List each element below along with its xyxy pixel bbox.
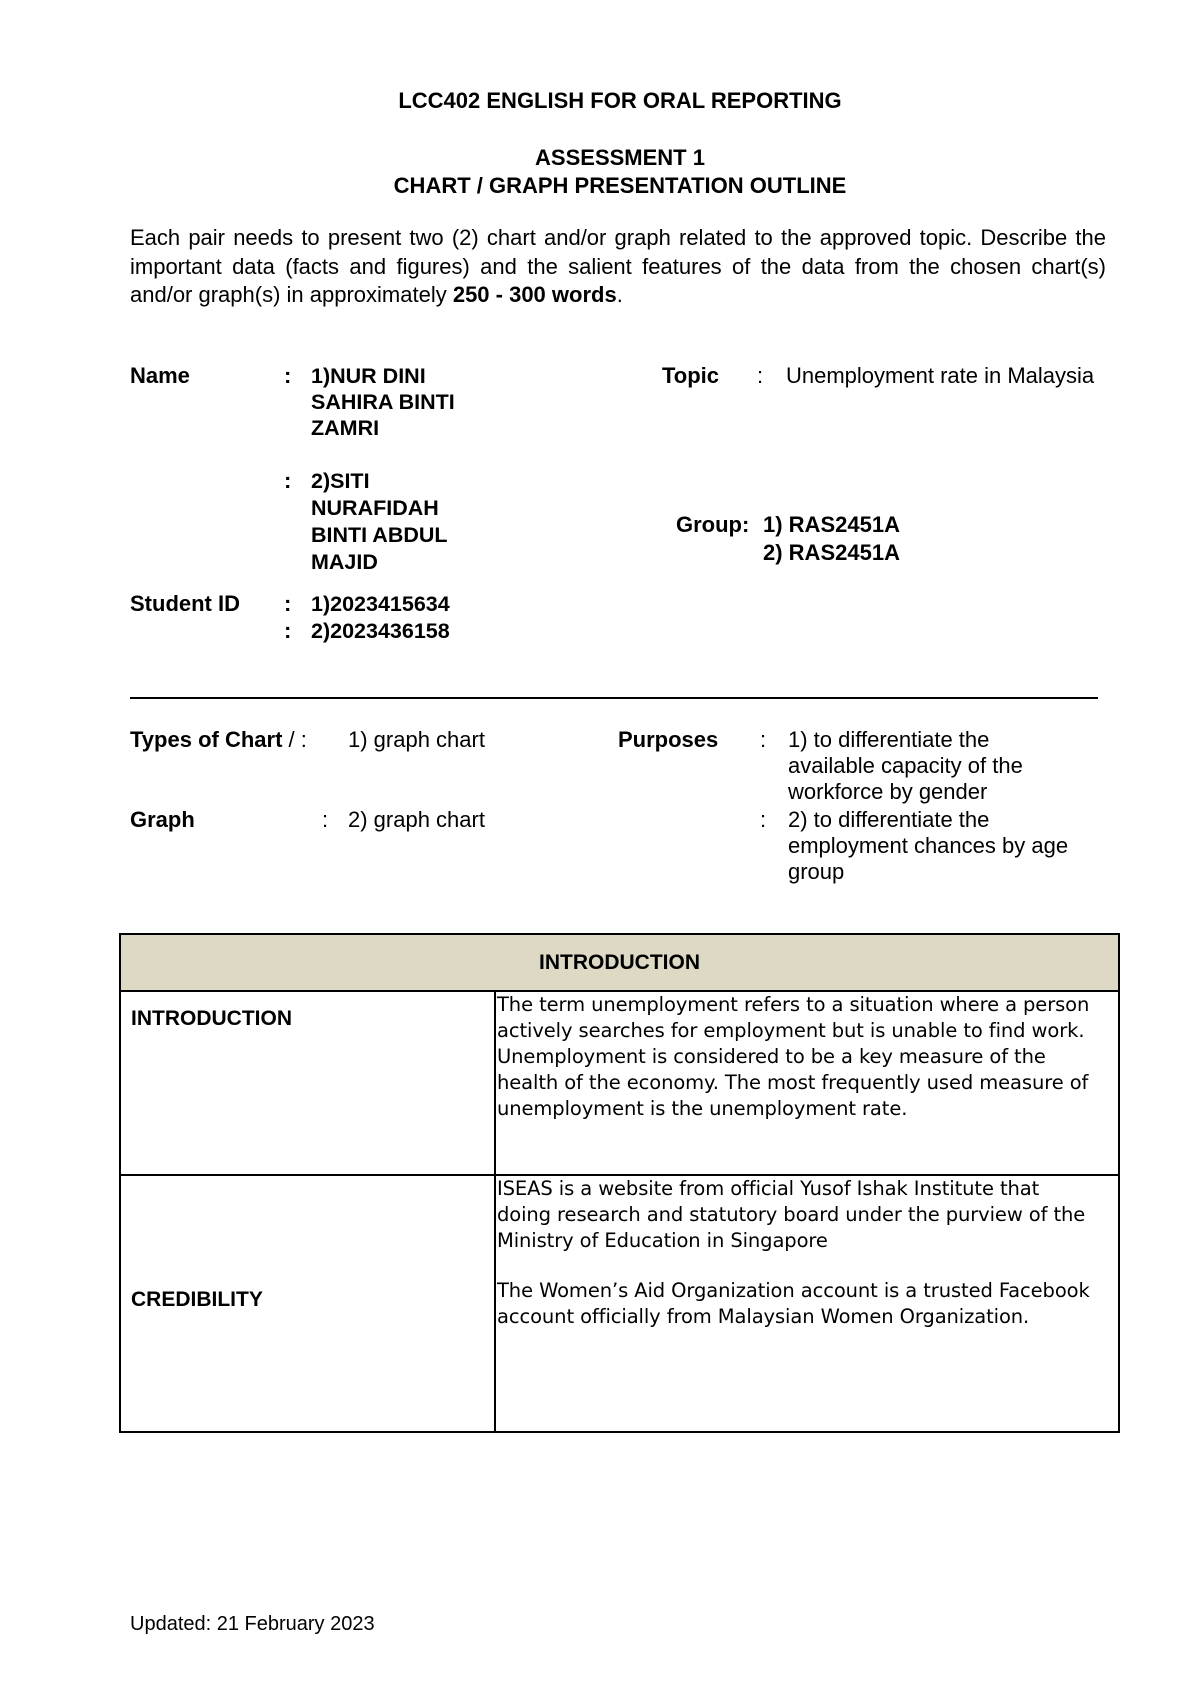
purpose-2-line: 2) to differentiate the [788,807,990,832]
purpose-1 [788,727,1023,805]
updated-date: Updated: 21 February 2023 [130,1613,375,1635]
types-of-chart-label [130,727,307,753]
instructions-paragraph [130,224,1106,310]
introduction-line: health of the economy. The most frequently used measure of [497,1071,1089,1094]
introduction-content-cell [495,991,1119,1175]
student-id-colon: : [284,591,292,616]
purpose-1-line: 1) to differentiate the [788,727,990,752]
introduction-label: INTRODUCTION [131,1007,292,1030]
instructions-text: Each pair needs to present two (2) chart and/or graph related to the approved topic. Describe the important data (facts and figures) and the salient features of the data from the chosen chart(s) and/or graph(s) in approximately [130,225,1106,307]
section-divider [130,697,1098,699]
purpose-2 [788,807,1068,885]
credibility-line: The Women’s Aid Organization account is a trusted Facebook [497,1279,1090,1302]
name-2-line: NURAFIDAH [311,496,439,520]
word-count: 250 - 300 words [452,282,617,307]
student-id-2: 2)2023436158 [311,619,450,643]
group-label: Group: [676,512,750,537]
group-1: 1) RAS2451A [763,512,900,537]
student-id-colon: : [284,618,292,643]
outline-title: CHART / GRAPH PRESENTATION OUTLINE [393,173,847,198]
name-colon: : [284,363,292,388]
chart-type-1: 1) graph chart [348,727,485,752]
introduction-line: actively searches for employment but is unable to find work. [497,1019,1085,1042]
purposes-colon: : [760,807,767,832]
topic-value: Unemployment rate in Malaysia [786,363,1095,388]
assessment-title: ASSESSMENT 1 [535,145,705,170]
purposes-colon: : [760,727,767,752]
chart-type-2: 2) graph chart [348,807,485,832]
student-id-label: Student ID [130,591,240,616]
name-2-line: 2)SITI [311,469,370,493]
name-1-line: SAHIRA BINTI [311,390,455,414]
topic-label: Topic [662,363,720,388]
credibility-line: Ministry of Education in Singapore [497,1229,828,1252]
graph-label: Graph [130,807,195,832]
introduction-line: Unemployment is considered to be a key measure of the [497,1045,1046,1068]
introduction-label-cell [120,991,495,1175]
name-2 [311,468,448,576]
credibility-line: ISEAS is a website from official Yusof Ishak Institute that [497,1177,1040,1200]
credibility-line: doing research and statutory board under the purview of the [497,1203,1086,1226]
introduction-line: unemployment is the unemployment rate. [497,1097,908,1120]
name-colon: : [284,468,292,493]
purposes-label: Purposes [618,727,719,752]
student-id-1: 1)2023415634 [311,592,450,616]
instructions-end: . [616,282,623,307]
credibility-content-cell [495,1175,1119,1432]
introduction-line: The term unemployment refers to a situation where a person [497,993,1090,1016]
table-heading: INTRODUCTION [120,934,1119,991]
table-row [120,1175,1119,1432]
paragraph-spacer [497,1254,1114,1278]
credibility-line: account officially from Malaysian Women Organization. [497,1305,1030,1328]
purpose-1-line: workforce by gender [788,779,988,804]
types-of-chart-label-tail: / : [282,727,307,752]
group-2: 2) RAS2451A [763,540,900,565]
purpose-2-line: employment chances by age [788,833,1069,858]
name-1-line: ZAMRI [311,416,380,440]
name-1 [311,363,455,441]
introduction-table [119,933,1120,1433]
course-title: LCC402 ENGLISH FOR ORAL REPORTING [398,88,842,113]
name-2-line: MAJID [311,550,378,574]
topic-colon: : [757,363,764,388]
table-header-row [120,934,1119,991]
name-2-line: BINTI ABDUL [311,523,448,547]
table-row [120,991,1119,1175]
name-label: Name [130,363,190,388]
credibility-label: CREDIBILITY [131,1287,263,1311]
purpose-2-line: group [788,859,845,884]
purpose-1-line: available capacity of the [788,753,1023,778]
name-1-line: 1)NUR DINI [311,364,426,388]
types-of-chart-label-bold: Types of Chart [130,727,283,752]
graph-colon: : [322,807,329,832]
credibility-label-cell [120,1175,495,1432]
